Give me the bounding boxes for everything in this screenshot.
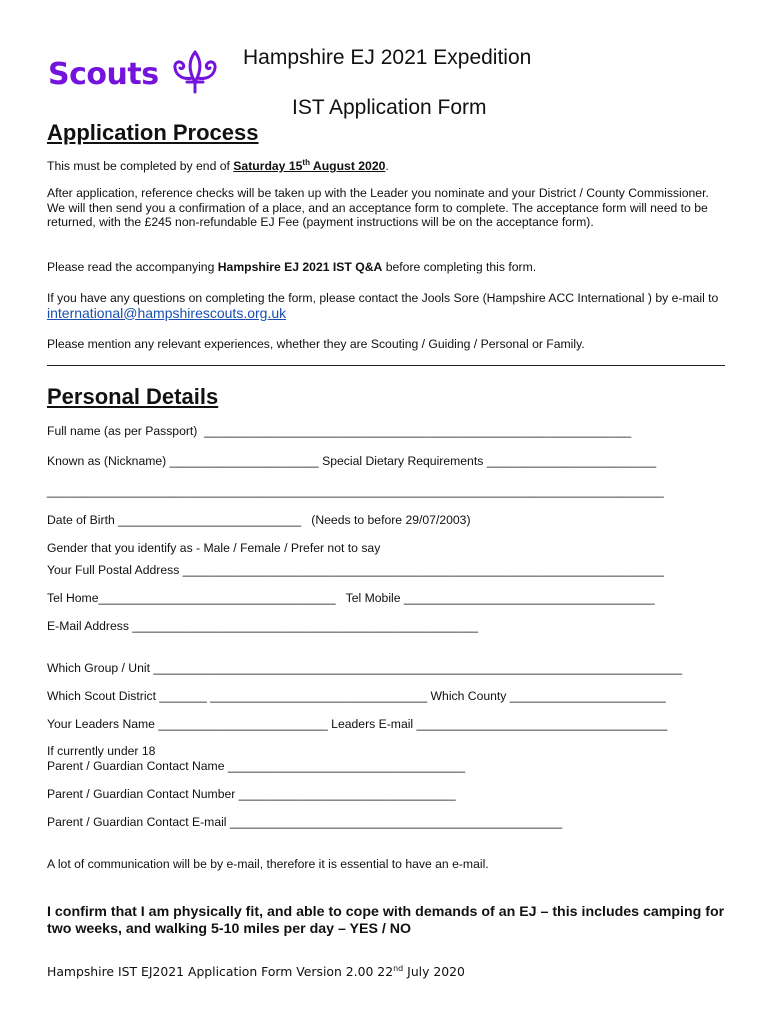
personal-details-heading: Personal Details — [47, 384, 219, 409]
section-divider — [47, 365, 725, 366]
fleur-de-lis-icon — [170, 48, 220, 96]
full-name-field[interactable]: Full name (as per Passport) _______________________________________________________________ — [47, 424, 632, 438]
under-18-label: If currently under 18 — [47, 744, 156, 758]
communication-note: A lot of communication will be by e-mail, therefore it is essential to have an e-mail. — [47, 857, 489, 871]
fitness-confirmation[interactable]: I confirm that I am physically fit, and able to cope with demands of an EJ – this includes camping for two weeks, and walking 5-10 miles per day – YES / NO — [47, 904, 725, 937]
form-title-line1: Hampshire EJ 2021 Expedition — [243, 46, 532, 69]
parent-number-field[interactable]: Parent / Guardian Contact Number ________________________________ — [47, 787, 456, 801]
parent-email-field[interactable]: Parent / Guardian Contact E-mail _________________________________________________ — [47, 815, 563, 829]
postal-address-field[interactable]: Your Full Postal Address _______________________________________________________________________ — [47, 563, 664, 577]
parent-name-field[interactable]: Parent / Guardian Contact Name ___________________________________ — [47, 759, 466, 773]
group-unit-field[interactable]: Which Group / Unit ______________________________________________________________________________ — [47, 661, 683, 675]
deadline-text: This must be completed by end of Saturday 15th August 2020. — [47, 157, 389, 173]
after-application-paragraph: After application, reference checks will be taken up with the Leader you nominate and your District / County Commissioner. We will then send you a confirmation of a place, and an acceptance form to complete. The acceptance form will need to be returned, with the £245 non-refundable EJ Fee (payment instructions will be on the acceptance form). — [47, 186, 709, 229]
experience-text: Please mention any relevant experiences, whether they are Scouting / Guiding / Personal or Family. — [47, 337, 585, 351]
form-title-line2: IST Application Form — [292, 96, 487, 119]
telephone-field[interactable]: Tel Home___________________________________ Tel Mobile _____________________________________ — [47, 591, 655, 605]
questions-paragraph: If you have any questions on completing the form, please contact the Jools Sore (Hampshire ACC International ) by e-mail to international@hampshirescouts.org.uk — [47, 291, 719, 321]
international-email-link[interactable]: international@hampshirescouts.org.uk — [47, 304, 287, 321]
date-of-birth-field[interactable]: Date of Birth ___________________________ (Needs to before 29/07/2003) — [47, 513, 471, 527]
district-county-field[interactable]: Which Scout District _______ ________________________________ Which County _______________________ — [47, 689, 666, 703]
read-qa-text: Please read the accompanying Hampshire EJ 2021 IST Q&A before completing this form. — [47, 260, 537, 274]
footer-version: Hampshire IST EJ2021 Application Form Version 2.00 22nd July 2020 — [47, 963, 465, 979]
email-address-field[interactable]: E-Mail Address ___________________________________________________ — [47, 619, 479, 633]
dietary-continuation-field[interactable]: ___________________________________________________________________________________________ — [47, 484, 664, 498]
scouts-logo-text: Scouts — [48, 57, 159, 92]
leaders-field[interactable]: Your Leaders Name _________________________ Leaders E-mail _____________________________________ — [47, 717, 668, 731]
gender-field[interactable]: Gender that you identify as - Male / Female / Prefer not to say — [47, 541, 381, 555]
application-process-heading: Application Process — [47, 120, 259, 145]
known-as-field[interactable]: Known as (Nickname) ______________________ Special Dietary Requirements _________________________ — [47, 454, 657, 468]
